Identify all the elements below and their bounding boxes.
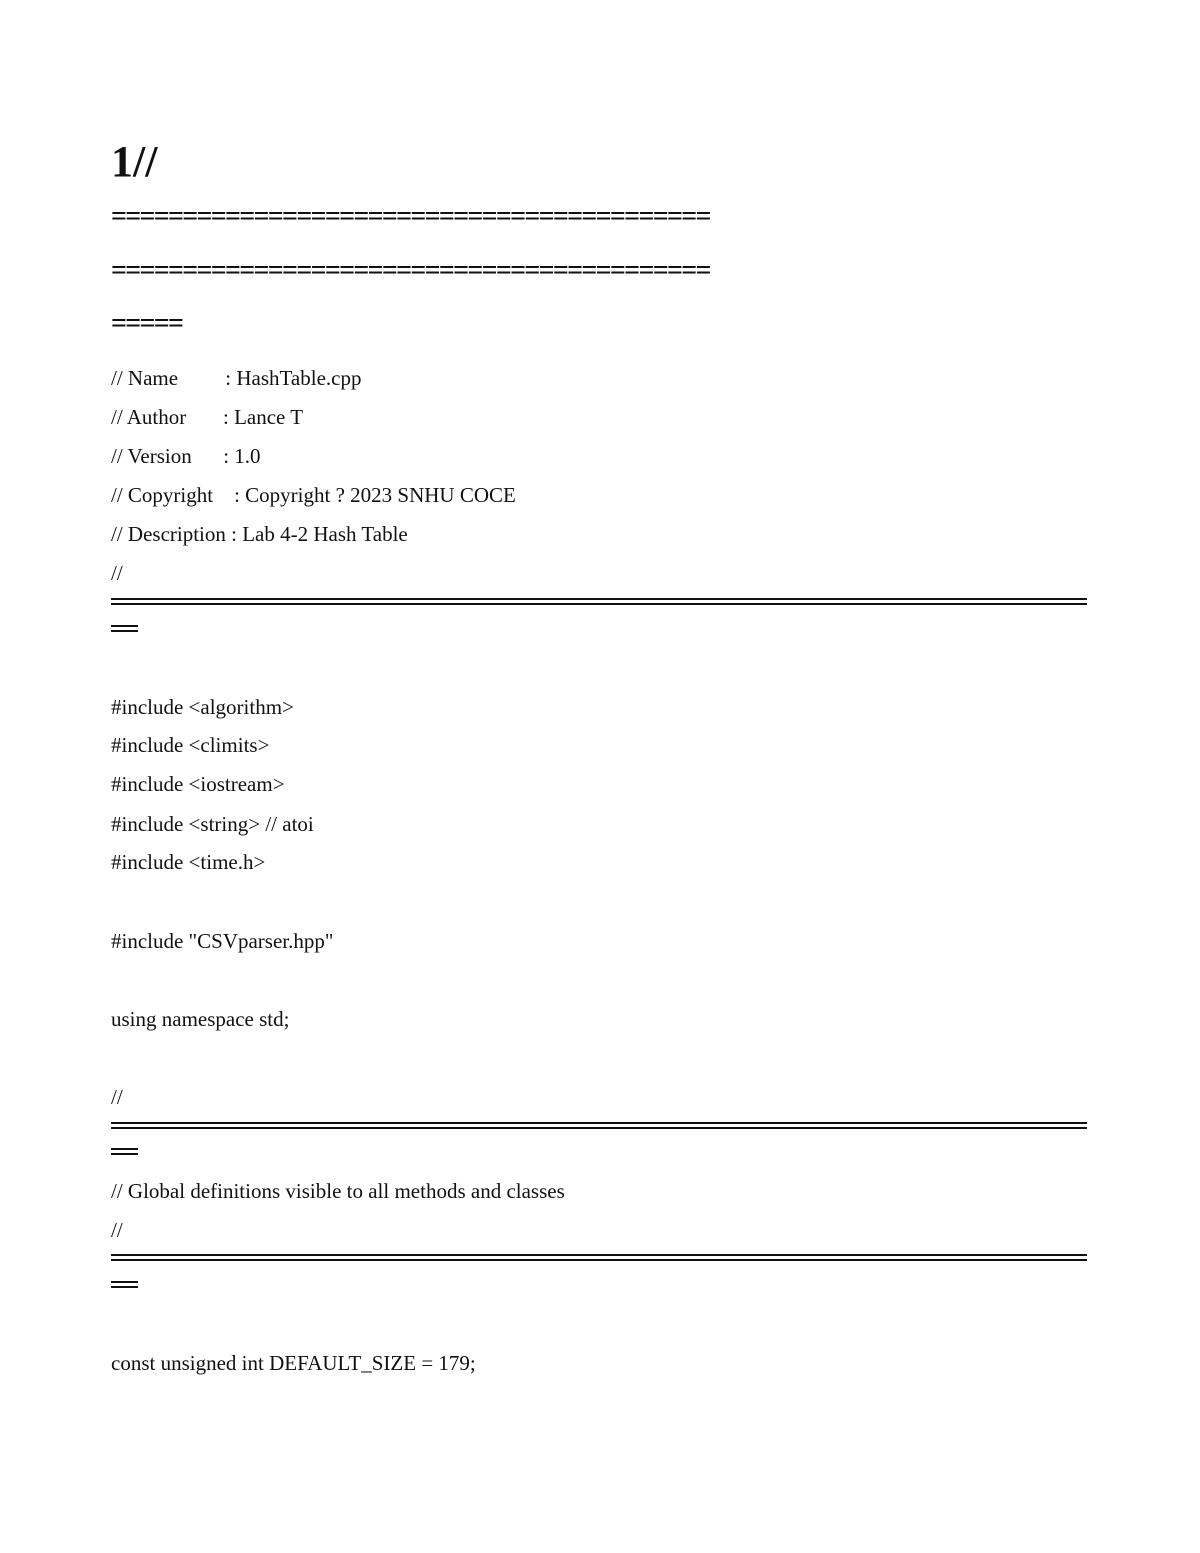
globals-double-rule-bottom bbox=[111, 1254, 1087, 1261]
header-double-rule bbox=[111, 598, 1087, 605]
separator-line-2: ========================================== bbox=[111, 255, 710, 286]
include-string: #include <string> // atoi bbox=[111, 812, 314, 836]
using-namespace: using namespace std; bbox=[111, 1007, 290, 1031]
comment-description: // Description : Lab 4-2 Hash Table bbox=[111, 522, 408, 546]
page-heading: 1// bbox=[111, 137, 158, 186]
globals-comment-open: // bbox=[111, 1085, 123, 1109]
globals-comment: // Global definitions visible to all methods and classes bbox=[111, 1179, 565, 1203]
globals-double-rule-top-tail bbox=[111, 1148, 138, 1155]
comment-author: // Author : Lance T bbox=[111, 405, 304, 429]
include-climits: #include <climits> bbox=[111, 733, 270, 757]
comment-version: // Version : 1.0 bbox=[111, 444, 261, 468]
comment-name: // Name : HashTable.cpp bbox=[111, 366, 362, 390]
header-double-rule-tail bbox=[111, 625, 138, 632]
comment-closing: // bbox=[111, 561, 123, 585]
include-algorithm: #include <algorithm> bbox=[111, 695, 294, 719]
comment-copyright: // Copyright : Copyright ? 2023 SNHU COCE bbox=[111, 483, 516, 507]
separator-line-1: ========================================== bbox=[111, 201, 710, 232]
globals-double-rule-bottom-tail bbox=[111, 1281, 138, 1288]
include-csvparser: #include "CSVparser.hpp" bbox=[111, 929, 334, 953]
globals-double-rule-top bbox=[111, 1122, 1087, 1129]
include-iostream: #include <iostream> bbox=[111, 772, 285, 796]
default-size-constant: const unsigned int DEFAULT_SIZE = 179; bbox=[111, 1351, 476, 1375]
separator-line-3: ===== bbox=[111, 308, 183, 339]
globals-comment-close: // bbox=[111, 1218, 123, 1242]
include-time: #include <time.h> bbox=[111, 850, 266, 874]
